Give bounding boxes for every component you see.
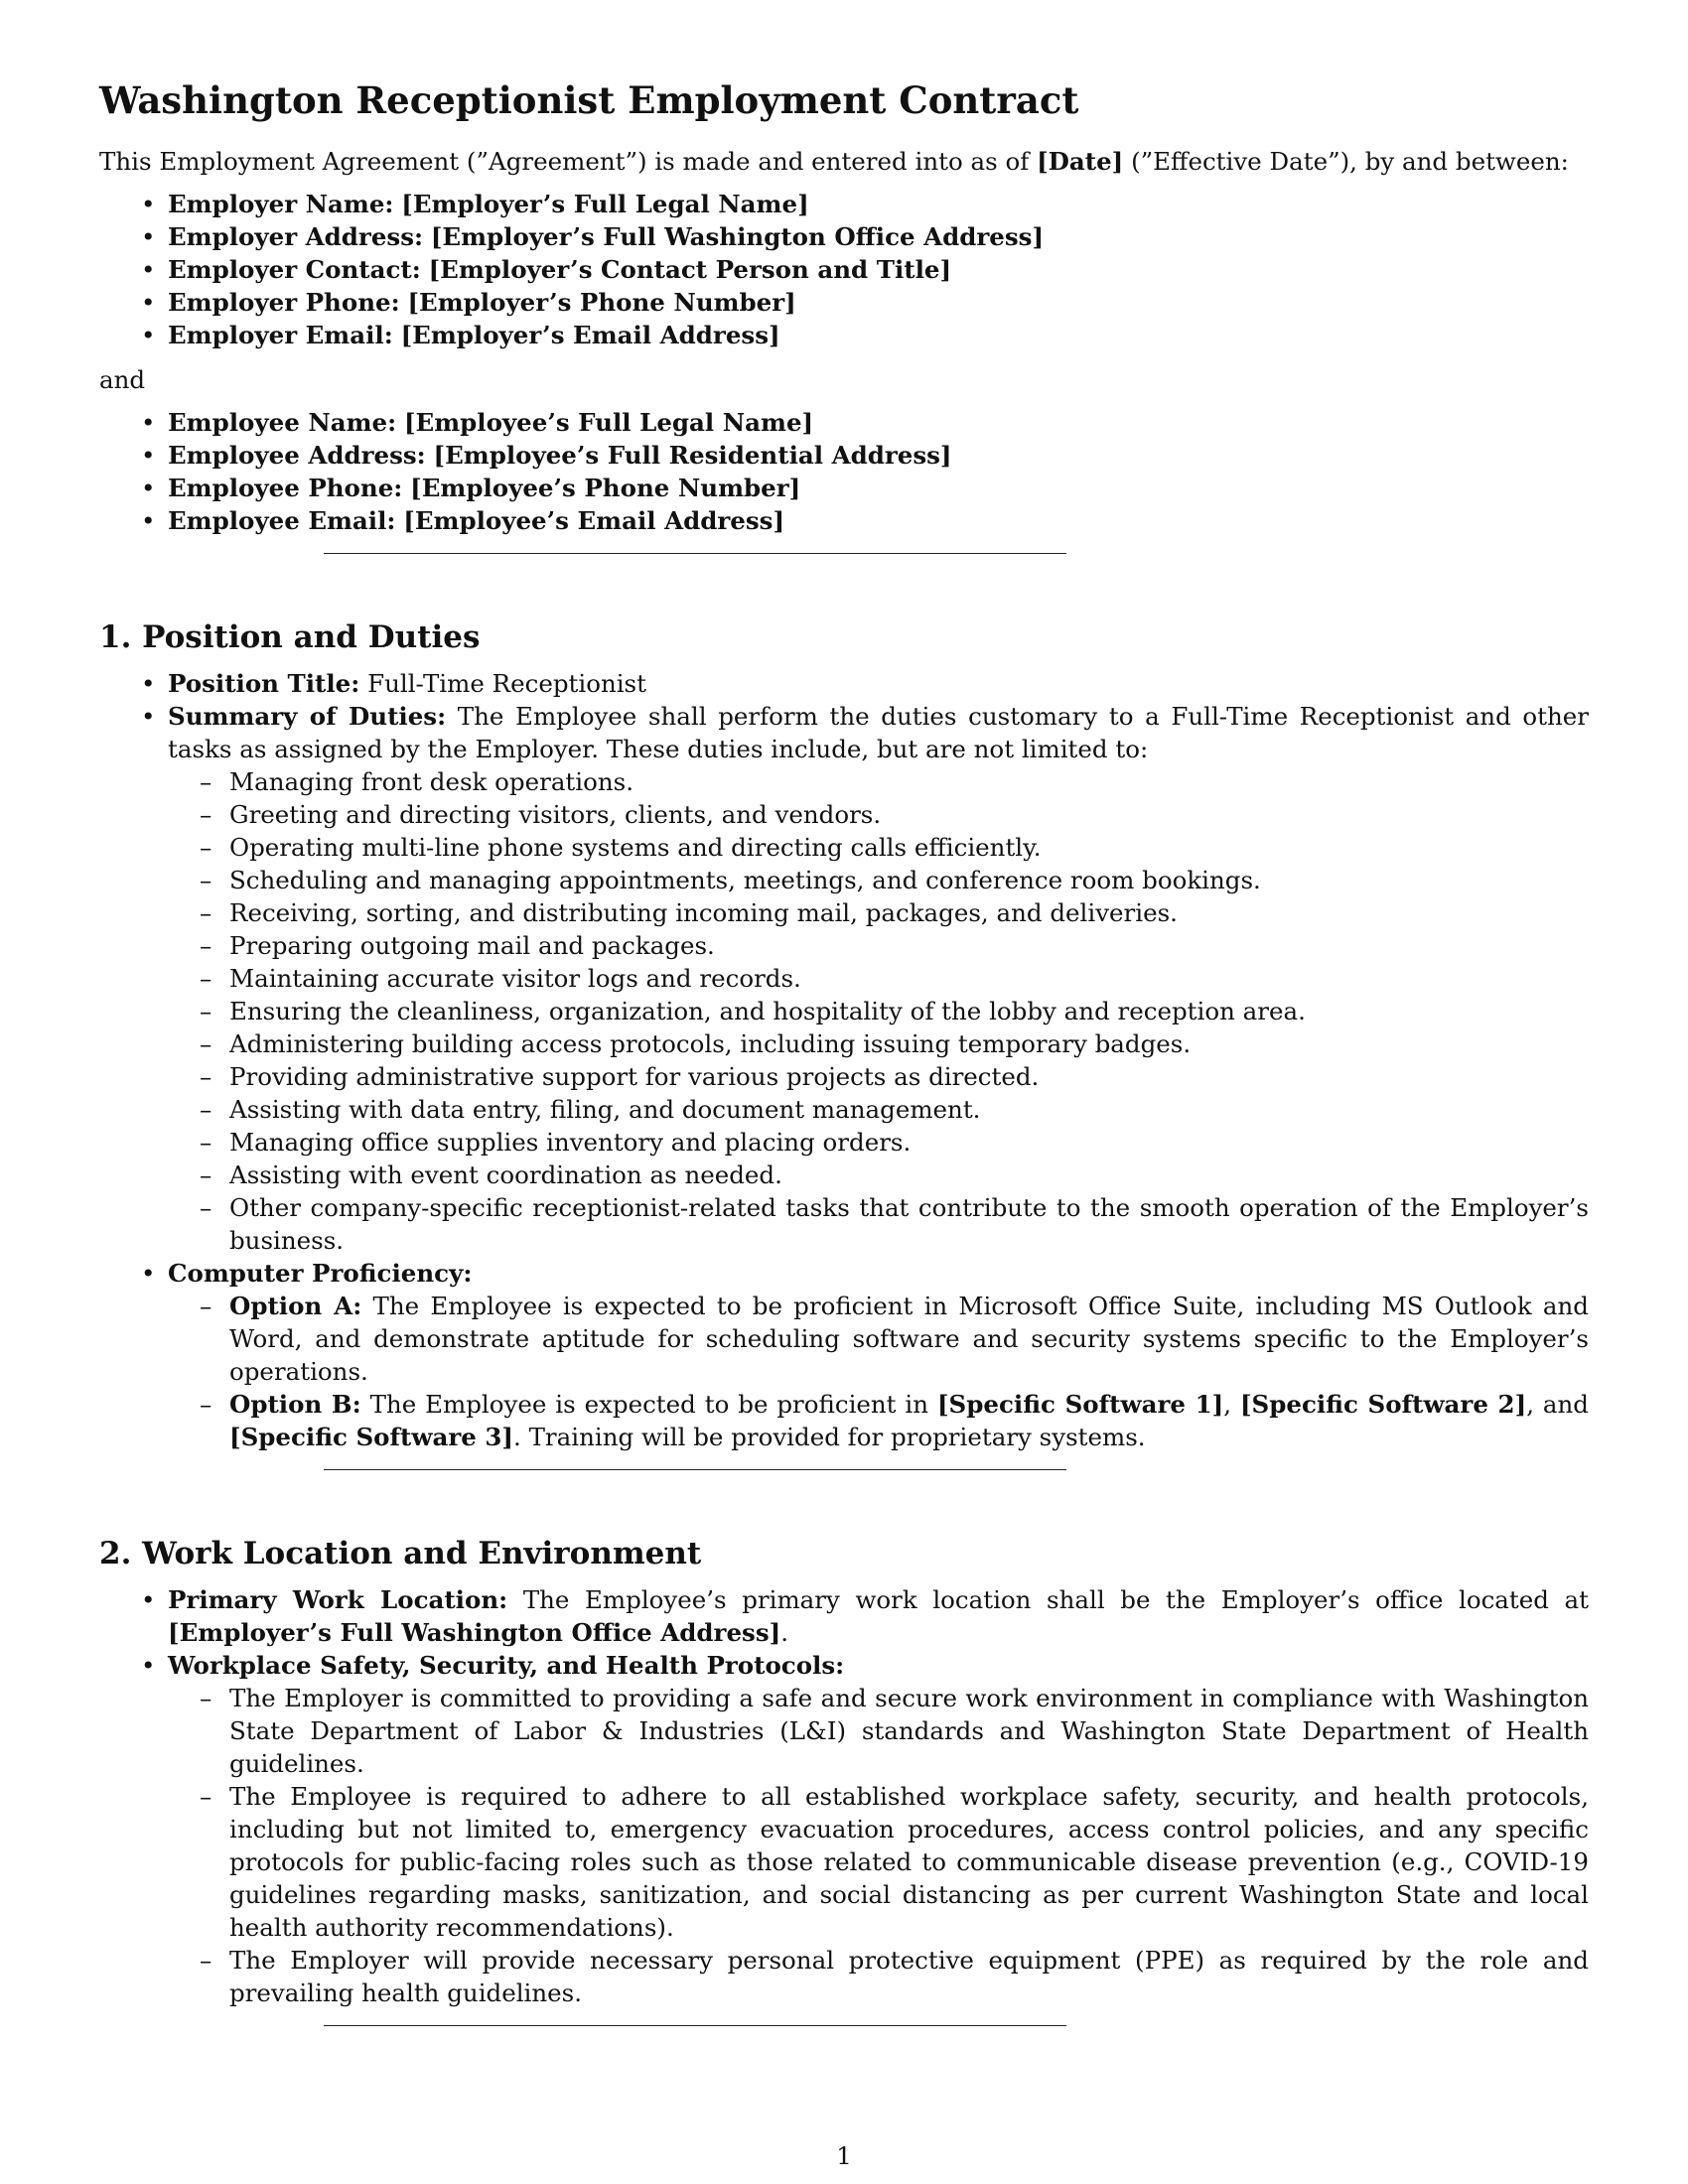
duty-item: – Ensuring the cleanliness, organization, and hospitality of the lobby and reception area. bbox=[229, 995, 1589, 1027]
effective-date-placeholder: [Date] bbox=[1037, 147, 1124, 176]
duty-item: – Operating multi-line phone systems and directing calls efficiently. bbox=[229, 831, 1589, 864]
list-item: • Employer Phone: [Employer’s Phone Number] bbox=[168, 286, 1589, 319]
document-title: Washington Receptionist Employment Contract bbox=[99, 78, 1079, 122]
page-number: 1 bbox=[836, 2141, 852, 2170]
section-heading-position: 1. Position and Duties bbox=[99, 619, 481, 655]
safety-sublist bbox=[168, 1682, 1589, 2009]
and-connector: and bbox=[99, 365, 146, 394]
duty-item: – Greeting and directing visitors, clients, and vendors. bbox=[229, 798, 1589, 831]
list-item: • Computer Proficiency: – Option A: The Employee is expected to be proficient in Microsoft Office Suite, including MS Outlook and Word, and demonstrate aptitude for scheduling software and security systems specific to the Employer’s operations. – Option B: The Employee is expected to be proficient in [Specific Software 1], [Specific Software 2], and [Specific Software 3]. Training will be provided for proprietary systems. bbox=[168, 1257, 1589, 1453]
horizontal-divider bbox=[324, 553, 1066, 554]
proficiency-options-sublist bbox=[168, 1290, 1589, 1453]
list-item: • Employee Phone: [Employee’s Phone Number] bbox=[168, 472, 1589, 504]
list-item: • Employee Address: [Employee’s Full Residential Address] bbox=[168, 439, 1589, 472]
list-item: • Employer Name: [Employer’s Full Legal Name] bbox=[168, 188, 1589, 220]
list-item: • Position Title: Full-Time Receptionist bbox=[168, 667, 1589, 700]
safety-item: – The Employer will provide necessary personal protective equipment (PPE) as required by the role and prevailing health guidelines. bbox=[229, 1944, 1589, 2009]
duties-sublist bbox=[168, 765, 1589, 1257]
duty-item: – Managing front desk operations. bbox=[229, 765, 1589, 798]
duty-item: – Providing administrative support for various projects as directed. bbox=[229, 1060, 1589, 1093]
list-item: • Employer Address: [Employer’s Full Washington Office Address] bbox=[168, 220, 1589, 253]
list-item: • Workplace Safety, Security, and Health Protocols: – The Employer is committed to providing a safe and secure work environment in compliance with Washington State Department of Labor & Industries (L&I) standards and Washington State Department of Health guidelines. – The Employee is required to adhere to all established workplace safety, security, and health protocols, including but not limited to, emergency evacuation procedures, access control policies, and any specific protocols for public-facing roles such as those related to communicable disease prevention (e.g., COVID-19 guidelines regarding masks, sanitization, and social distancing as per current Washington State and local health authority recommendations). – The Employer will provide necessary personal protective equipment (PPE) as required by the role and prevailing health guidelines. bbox=[168, 1649, 1589, 2009]
employee-details-list bbox=[99, 406, 1589, 537]
document-page bbox=[99, 77, 1589, 2026]
employer-details-list bbox=[99, 188, 1589, 351]
position-duties-list bbox=[99, 667, 1589, 1453]
safety-item: – The Employee is required to adhere to all established workplace safety, security, and health protocols, including but not limited to, emergency evacuation procedures, access control policies, and any specific protocols for public-facing roles such as those related to communicable disease prevention (e.g., COVID-19 guidelines regarding masks, sanitization, and social distancing as per current Washington State and local health authority recommendations). bbox=[229, 1780, 1589, 1944]
intro-paragraph: This Employment Agreement (”Agreement”) is made and entered into as of [Date] (”Effective Date”), by and between: bbox=[99, 147, 1569, 176]
list-item: • Summary of Duties: The Employee shall perform the duties customary to a Full-Time Receptionist and other tasks as assigned by the Employer. These duties include, but are not limited to: – Managing front desk operations. – Greeting and directing visitors, clients, and vendors. – Operating multi-line phone systems and directing calls efficiently. – Scheduling and managing appointments, meetings, and conference room bookings. – Receiving, sorting, and distributing incoming mail, packages, and deliveries. – Preparing outgoing mail and packages. – Maintaining accurate visitor logs and records. – Ensuring the cleanliness, organization, and hospitality of the lobby and reception area. – Administering building access protocols, including issuing temporary badges. – Providing administrative support for various projects as directed. – Assisting with data entry, filing, and document management. – Managing office supplies inventory and placing orders. – Assisting with event coordination as needed. – Other company-specific receptionist-related tasks that contribute to the smooth operation of the Employer’s business. bbox=[168, 700, 1589, 1257]
duty-item: – Assisting with event coordination as needed. bbox=[229, 1159, 1589, 1191]
option-b-item: – Option B: The Employee is expected to be proficient in [Specific Software 1], [Specific Software 2], and [Specific Software 3]. Training will be provided for proprietary systems. bbox=[229, 1388, 1589, 1453]
duty-item: – Scheduling and managing appointments, meetings, and conference room bookings. bbox=[229, 864, 1589, 896]
list-item: • Primary Work Location: The Employee’s primary work location shall be the Employer’s office located at [Employer’s Full Washington Office Address]. bbox=[168, 1583, 1589, 1649]
horizontal-divider bbox=[324, 2025, 1066, 2026]
section-heading-location: 2. Work Location and Environment bbox=[99, 1536, 702, 1571]
duty-item: – Administering building access protocols, including issuing temporary badges. bbox=[229, 1027, 1589, 1060]
duty-item: – Assisting with data entry, filing, and document management. bbox=[229, 1093, 1589, 1126]
list-item: • Employee Email: [Employee’s Email Address] bbox=[168, 504, 1589, 537]
option-a-item: – Option A: The Employee is expected to be proficient in Microsoft Office Suite, including MS Outlook and Word, and demonstrate aptitude for scheduling software and security systems specific to the Employer’s operations. bbox=[229, 1290, 1589, 1388]
duty-item: – Maintaining accurate visitor logs and records. bbox=[229, 962, 1589, 995]
duty-item: – Preparing outgoing mail and packages. bbox=[229, 929, 1589, 962]
list-item: • Employee Name: [Employee’s Full Legal Name] bbox=[168, 406, 1589, 439]
safety-item: – The Employer is committed to providing a safe and secure work environment in compliance with Washington State Department of Labor & Industries (L&I) standards and Washington State Department of Health guidelines. bbox=[229, 1682, 1589, 1780]
duty-item: – Receiving, sorting, and distributing incoming mail, packages, and deliveries. bbox=[229, 896, 1589, 929]
horizontal-divider bbox=[324, 1469, 1066, 1470]
duty-item: – Other company-specific receptionist-related tasks that contribute to the smooth operation of the Employer’s business. bbox=[229, 1191, 1589, 1257]
list-item: • Employer Contact: [Employer’s Contact Person and Title] bbox=[168, 253, 1589, 286]
list-item: • Employer Email: [Employer’s Email Address] bbox=[168, 319, 1589, 351]
work-location-list bbox=[99, 1583, 1589, 2009]
duty-item: – Managing office supplies inventory and placing orders. bbox=[229, 1126, 1589, 1159]
